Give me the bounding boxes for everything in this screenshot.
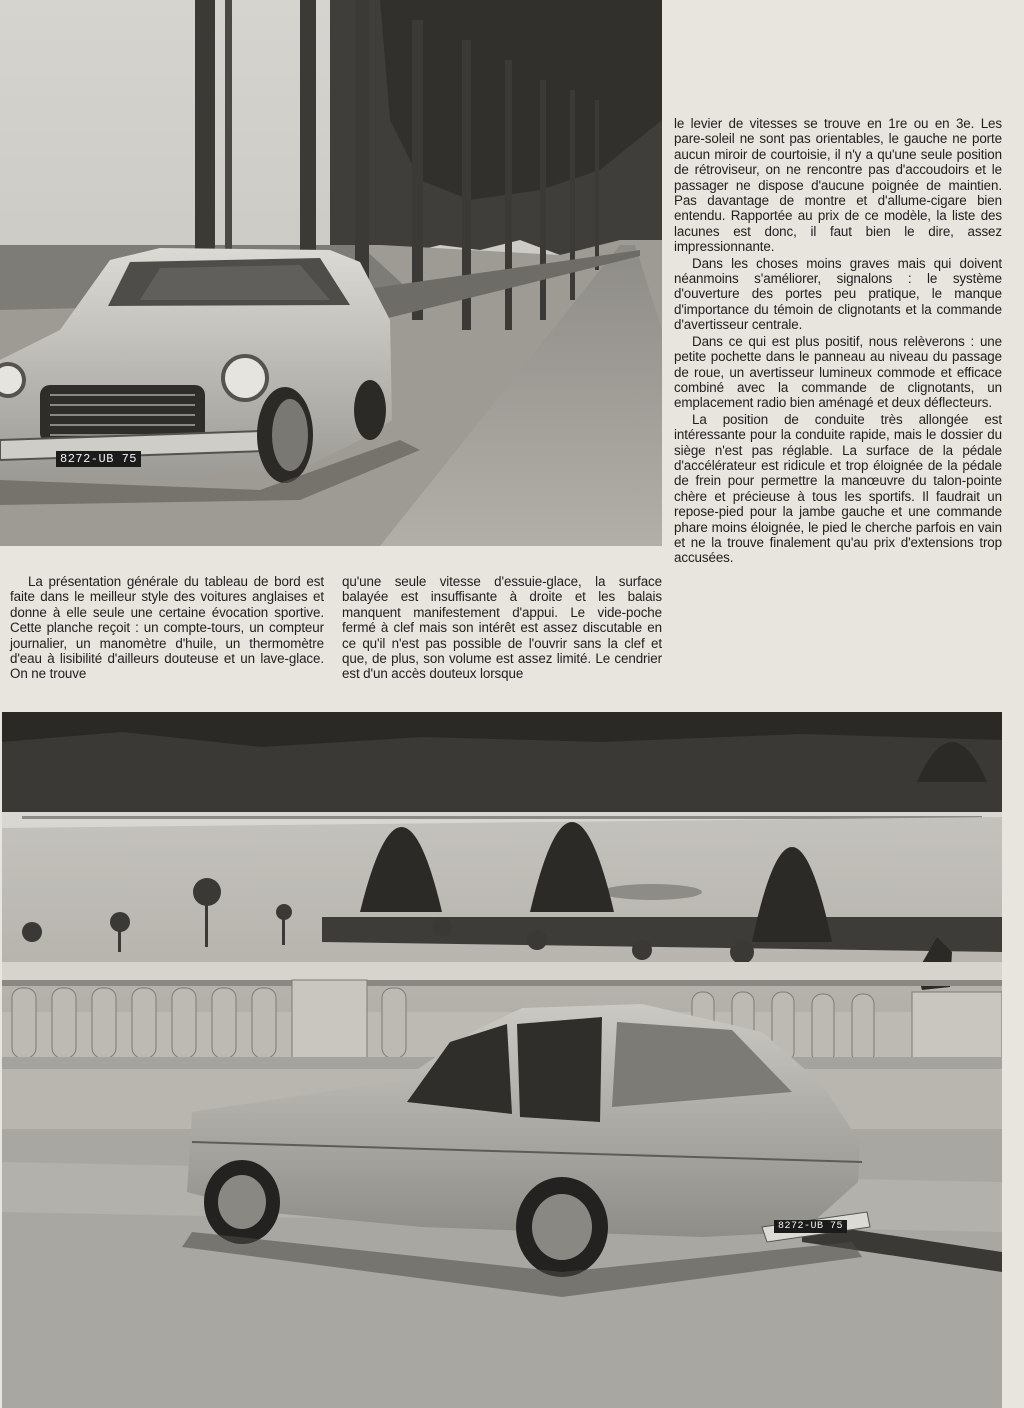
paragraph-essuie-glace: qu'une seule vitesse d'essuie-glace, la surface balayée est insuffisante à droite et les balais manquent manifestement d'appui. Le vide-poche fermé à clef mais son intérêt est assez discutable en ce qu'il n'est pas possible de l'ouvrir sans la clef et que, de plus, son volume est assez limité. Le cendrier est d'un accès douteux lorsque [342, 574, 662, 682]
bottom-photo-illustration [2, 712, 1002, 1408]
bottom-photo-mgb-at-chateau [2, 712, 1002, 1408]
paragraph-moins-graves: Dans les choses moins graves mais qui doivent néanmoins s'améliorer, signalons : le système d'ouverture des portes peu pratique, le manque d'importance du témoin de clignotants et la commande d'avertisseur centrale. [674, 255, 1002, 333]
paragraph-positif: Dans ce qui est plus positif, nous relèverons : une petite pochette dans le panneau au niveau du passage de roue, un avertisseur lumineux commode et efficace combiné avec la commande de clignotants, un emplacement radio bien aménagé et deux déflecteurs. [674, 333, 1002, 411]
paragraph-tableau-de-bord: La présentation générale du tableau de bord est faite dans le meilleur style des voitures anglaises et donne à elle seule une certaine évocation sportive. Cette planche reçoit : un compte-tours, un compteur journalier, un manomètre d'huile, un thermomètre d'eau à lisibilité d'ailleurs douteuse et un lave-glace. On ne trouve [10, 574, 324, 682]
left-column [10, 574, 324, 682]
middle-column [342, 574, 662, 682]
top-photo-mgb-on-road [0, 0, 662, 546]
right-top-column [674, 116, 1002, 566]
bottom-license-plate: 8272-UB 75 [774, 1220, 847, 1233]
paragraph-lacunes: le levier de vitesses se trouve en 1re ou en 3e. Les pare-soleil ne sont pas orientables, le gauche ne porte aucun miroir de courtoisie, il n'y a qu'une seule position de rétroviseur, on ne rencontre pas d'accoudoirs et le passager ne dispose d'aucune poignée de maintien. Pas davantage de montre et d'allume-cigare bien entendu. Rapportée au prix de ce modèle, la liste des lacunes est donc, il faut bien le dire, assez impressionnante. [674, 116, 1002, 255]
top-license-plate: 8272-UB 75 [56, 451, 141, 467]
paragraph-position-conduite: La position de conduite très allongée est intéressante pour la conduite rapide, mais le dossier du siège n'est pas réglable. La surface de la pédale d'accélérateur est ridicule et trop éloignée de la pédale de frein pour permettre la manœuvre du talon-pointe chère et précieuse à tous les sportifs. Il faudrait un repose-pied pour la jambe gauche et une commande phare moins éloignée, le pied le cherche parfois en vain et ne la trouve finalement qu'au prix d'extensions trop accusées. [674, 411, 1002, 566]
